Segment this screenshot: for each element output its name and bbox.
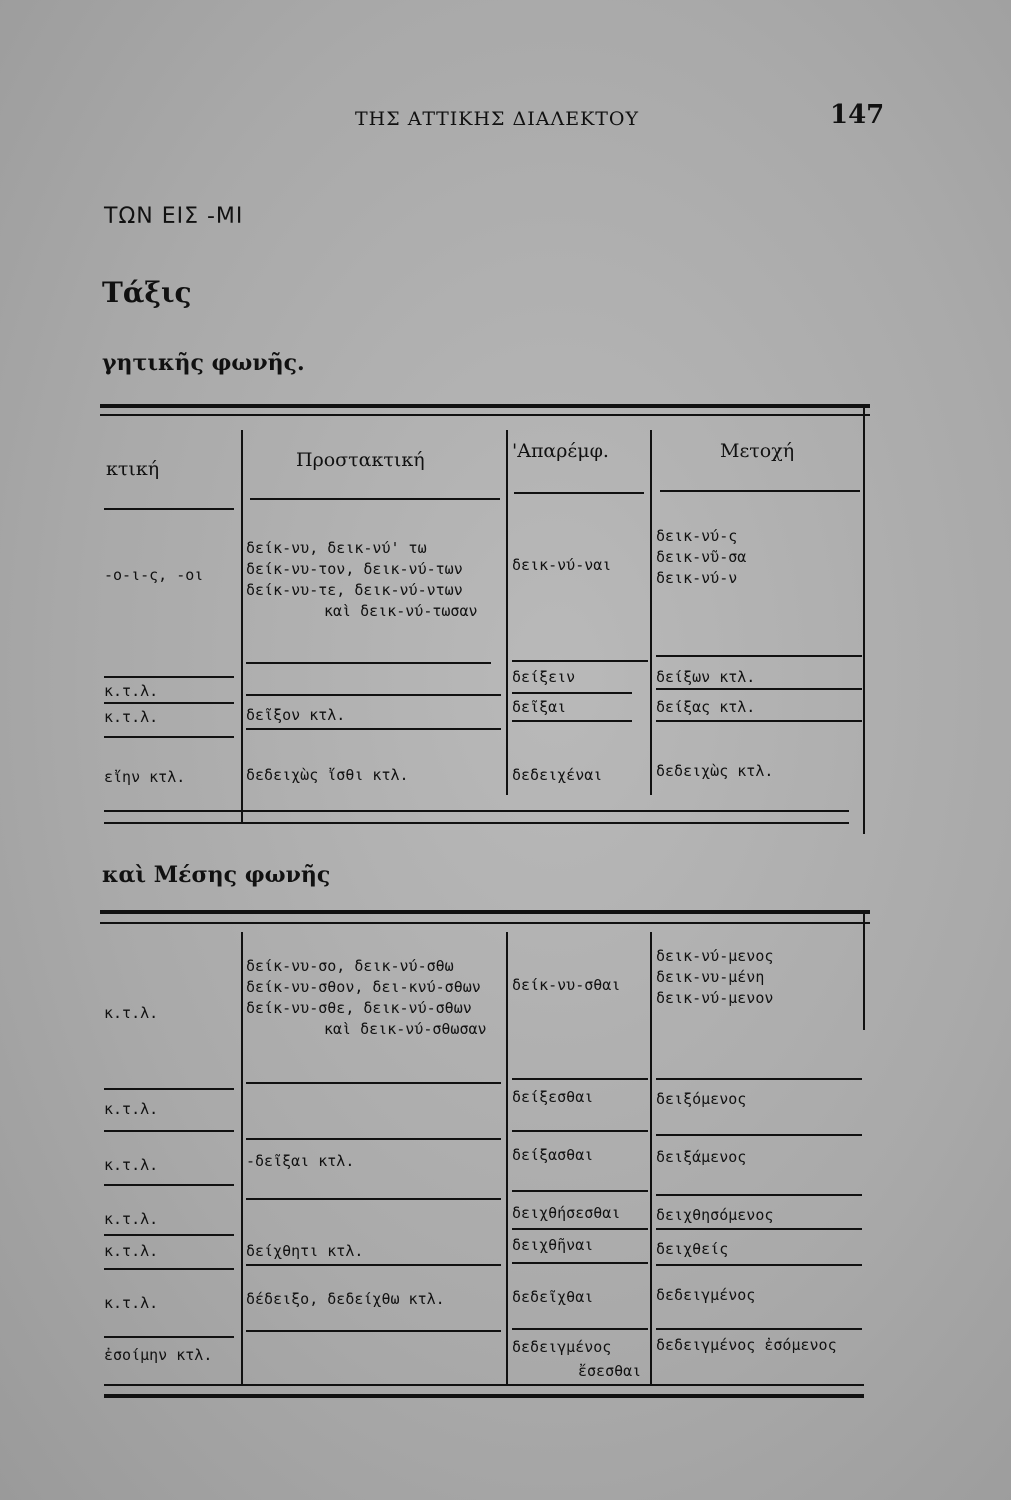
- row-rule: [104, 1184, 234, 1186]
- table-top-rule-2: [100, 922, 870, 924]
- cell-ending: κ.τ.λ.: [104, 1242, 159, 1260]
- row-rule: [104, 1088, 234, 1090]
- column-divider: [650, 430, 652, 795]
- cell-ending: κ.τ.λ.: [104, 1210, 159, 1228]
- cell-infinitive: δείκ-νυ-σθαι: [512, 976, 621, 994]
- table-bottom-rule: [104, 810, 849, 812]
- row-rule: [246, 728, 501, 730]
- row-rule: [512, 1078, 648, 1080]
- table-top-rule-2: [100, 414, 870, 416]
- cell-imperative: δεῖξον κτλ.: [246, 706, 346, 724]
- row-rule: [656, 1264, 862, 1266]
- table-top-rule: [100, 910, 870, 914]
- header-underline: [104, 508, 234, 510]
- cell-ending: εἴην κτλ.: [104, 768, 186, 786]
- cell-ending: κ.τ.λ.: [104, 1100, 159, 1118]
- row-rule: [512, 1228, 648, 1230]
- column-header-participle: Μετοχή: [720, 440, 795, 462]
- cell-infinitive: δεῖξαι: [512, 698, 567, 716]
- row-rule: [656, 688, 862, 690]
- row-rule: [104, 1268, 234, 1270]
- cell-participle: δειχθησόμενος: [656, 1206, 774, 1224]
- cell-infinitive: δειχθῆναι: [512, 1236, 594, 1254]
- row-rule: [104, 1130, 234, 1132]
- row-rule: [512, 1130, 648, 1132]
- column-divider: [241, 932, 243, 1384]
- page-number: 147: [830, 100, 885, 130]
- cell-ending: -ο-ι-ς, -οι: [104, 566, 204, 584]
- table-bottom-rule-2: [104, 822, 849, 824]
- row-rule: [246, 694, 501, 696]
- cell-ending: ἐσοίμην κτλ.: [104, 1346, 213, 1364]
- cell-imperative: δείκ-νυ, δεικ-νύ' τω δείκ-νυ-τον, δεικ-νύ-των δείκ-νυ-τε, δεικ-νύ-ντων καὶ δεικ-νύ-τωσαν: [246, 539, 478, 620]
- header-underline: [250, 498, 500, 500]
- table-right-border: [863, 404, 865, 834]
- column-divider: [650, 932, 652, 1384]
- column-divider: [506, 932, 508, 1384]
- table-bottom-rule: [104, 1384, 864, 1386]
- taxis-heading: Τάξις: [102, 276, 192, 309]
- table-right-border: [863, 910, 865, 1030]
- row-rule: [104, 702, 234, 704]
- row-rule: [656, 1228, 862, 1230]
- cell-ending: κ.τ.λ.: [104, 1004, 159, 1022]
- cell-infinitive: δειχθήσεσθαι: [512, 1204, 621, 1222]
- column-divider: [241, 430, 243, 822]
- cell-infinitive: δείξειν: [512, 668, 576, 686]
- cell-infinitive-cont: ἔσεσθαι: [578, 1362, 642, 1380]
- cell-participle: δειξόμενος: [656, 1090, 747, 1108]
- cell-participle: δεικ-νύ-μενος δεικ-νυ-μένη δεικ-νύ-μενον: [656, 947, 774, 1007]
- cell-participle: δεδειχὼς κτλ.: [656, 762, 774, 780]
- cell-ending: κ.τ.λ.: [104, 1294, 159, 1312]
- row-rule: [656, 1134, 862, 1136]
- cell-participle: δείξων κτλ.: [656, 668, 756, 686]
- cell-infinitive: δεδειχέναι: [512, 766, 603, 784]
- cell-participle: δειξάμενος: [656, 1148, 747, 1166]
- row-rule: [104, 1234, 234, 1236]
- cell-infinitive: δείξεσθαι: [512, 1088, 594, 1106]
- row-rule: [104, 676, 234, 678]
- row-rule: [246, 1198, 501, 1200]
- cell-participle: δειχθείς: [656, 1240, 729, 1258]
- row-rule: [656, 1194, 862, 1196]
- row-rule: [512, 1262, 648, 1264]
- column-header-infinitive: 'Απαρέμφ.: [512, 440, 609, 462]
- cell-participle: δείξας κτλ.: [656, 698, 756, 716]
- cell-infinitive: δείξασθαι: [512, 1146, 594, 1164]
- cell-participle: δεικ-νύ-ς δεικ-νῦ-σα δεικ-νύ-ν: [656, 527, 747, 587]
- row-rule: [512, 1328, 648, 1330]
- cell-ending: κ.τ.λ.: [104, 708, 159, 726]
- table-bottom-rule-2: [104, 1394, 864, 1398]
- cell-infinitive: δεδεῖχθαι: [512, 1288, 594, 1306]
- middle-voice-heading: καὶ Μέσης φωνῆς: [102, 862, 331, 888]
- active-voice-heading: γητικῆς φωνῆς.: [102, 350, 305, 376]
- cell-participle: δεδειγμένος ἐσόμενος: [656, 1336, 837, 1354]
- row-rule: [246, 1082, 501, 1084]
- header-underline: [514, 492, 644, 494]
- cell-imperative: -δεῖξαι κτλ.: [246, 1152, 355, 1170]
- cell-imperative: δείχθητι κτλ.: [246, 1242, 364, 1260]
- row-rule: [104, 736, 234, 738]
- running-title: ΤΗΣ ΑΤΤΙΚΗΣ ΔΙΑΛΕΚΤΟΥ: [355, 108, 640, 130]
- cell-imperative: δέδειξο, δεδείχθω κτλ.: [246, 1290, 445, 1308]
- cell-ending: κ.τ.λ.: [104, 1156, 159, 1174]
- header-underline: [660, 490, 860, 492]
- row-rule: [512, 720, 632, 722]
- row-rule: [656, 655, 862, 657]
- column-header-imperative: Προστακτική: [296, 449, 425, 471]
- row-rule: [656, 1328, 862, 1330]
- row-rule: [656, 720, 862, 722]
- section-title: ΤΩΝ ΕΙΣ -ΜΙ: [104, 204, 244, 229]
- row-rule: [512, 660, 648, 662]
- cell-participle: δεδειγμένος: [656, 1286, 756, 1304]
- column-divider: [506, 430, 508, 795]
- row-rule: [246, 662, 491, 664]
- row-rule: [246, 1138, 501, 1140]
- cell-infinitive: δεδειγμένος: [512, 1338, 612, 1356]
- cell-imperative: δεδειχὼς ἴσθι κτλ.: [246, 766, 409, 784]
- row-rule: [512, 692, 632, 694]
- cell-infinitive: δεικ-νύ-ναι: [512, 556, 612, 574]
- row-rule: [246, 1264, 501, 1266]
- row-rule: [656, 1078, 862, 1080]
- table-top-rule: [100, 404, 870, 408]
- cell-ending: κ.τ.λ.: [104, 682, 159, 700]
- row-rule: [246, 1330, 501, 1332]
- column-header-indicative: κτική: [106, 458, 160, 480]
- cell-imperative: δείκ-νυ-σο, δεικ-νύ-σθω δείκ-νυ-σθον, δει-κνύ-σθων δείκ-νυ-σθε, δεικ-νύ-σθων καὶ δεικ-νύ-σθωσαν: [246, 957, 487, 1038]
- row-rule: [104, 1336, 234, 1338]
- row-rule: [512, 1190, 648, 1192]
